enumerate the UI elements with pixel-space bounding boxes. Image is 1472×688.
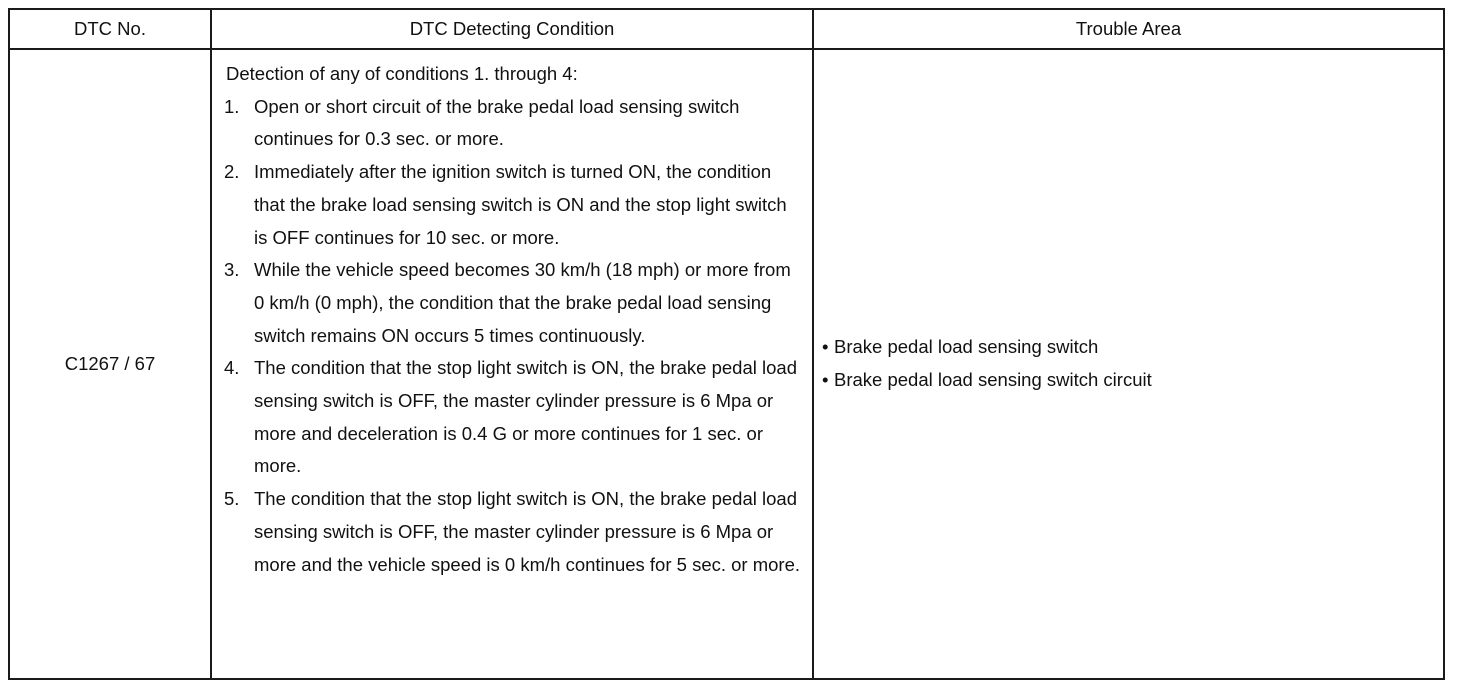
detecting-condition-cell (211, 49, 813, 679)
condition-number: 5. (224, 488, 240, 510)
condition-number: 2. (224, 161, 240, 183)
trouble-area-item-1 (820, 331, 1443, 364)
trouble-area-text: Brake pedal load sensing switch circuit (834, 369, 1152, 390)
condition-intro: Detection of any of conditions 1. through 4: (226, 63, 578, 84)
condition-text: Immediately after the ignition switch is turned ON, the condition that the brake load sensing switch is ON and the stop light switch is OFF continues for 10 sec. or more. (254, 161, 787, 248)
trouble-area-item-2 (820, 364, 1443, 397)
trouble-area-text: Brake pedal load sensing switch (834, 336, 1099, 358)
condition-item-1 (220, 91, 804, 156)
header-trouble-area: Trouble Area (813, 9, 1444, 49)
bullet-icon: • (822, 336, 829, 358)
header-row (9, 9, 1444, 49)
condition-item-2 (220, 156, 804, 254)
condition-text: While the vehicle speed becomes 30 km/h (18 mph) or more from 0 km/h (0 mph), the condition that the brake pedal load sensing switch remains ON occurs 5 times continuously. (254, 259, 791, 346)
trouble-area-cell (813, 49, 1444, 679)
condition-text: The condition that the stop light switch is ON, the brake pedal load sensing switch is OFF, the master cylinder pressure is 6 Mpa or more and deceleration is 0.4 G or more continues for 1 sec. or more. (254, 357, 797, 477)
table-row (9, 49, 1444, 679)
condition-item-4 (220, 352, 804, 483)
condition-number: 3. (224, 259, 240, 281)
trouble-area-list (820, 331, 1443, 396)
condition-item-5 (220, 483, 804, 581)
dtc-table (8, 8, 1445, 680)
dtc-code-cell: C1267 / 67 (9, 49, 211, 679)
condition-list (220, 91, 804, 582)
header-dtc-no: DTC No. (9, 9, 211, 49)
condition-item-3 (220, 254, 804, 352)
condition-number: 4. (224, 357, 240, 379)
condition-number: 1. (224, 95, 240, 117)
condition-text: Open or short circuit of the brake pedal load sensing switch continues for 0.3 sec. or more. (254, 95, 740, 150)
header-detecting-condition: DTC Detecting Condition (211, 9, 813, 49)
bullet-icon: • (822, 369, 829, 390)
condition-text: The condition that the stop light switch is ON, the brake pedal load sensing switch is OFF, the master cylinder pressure is 6 Mpa or more and the vehicle speed is 0 km/h continues for 5 sec. or more. (254, 488, 801, 575)
